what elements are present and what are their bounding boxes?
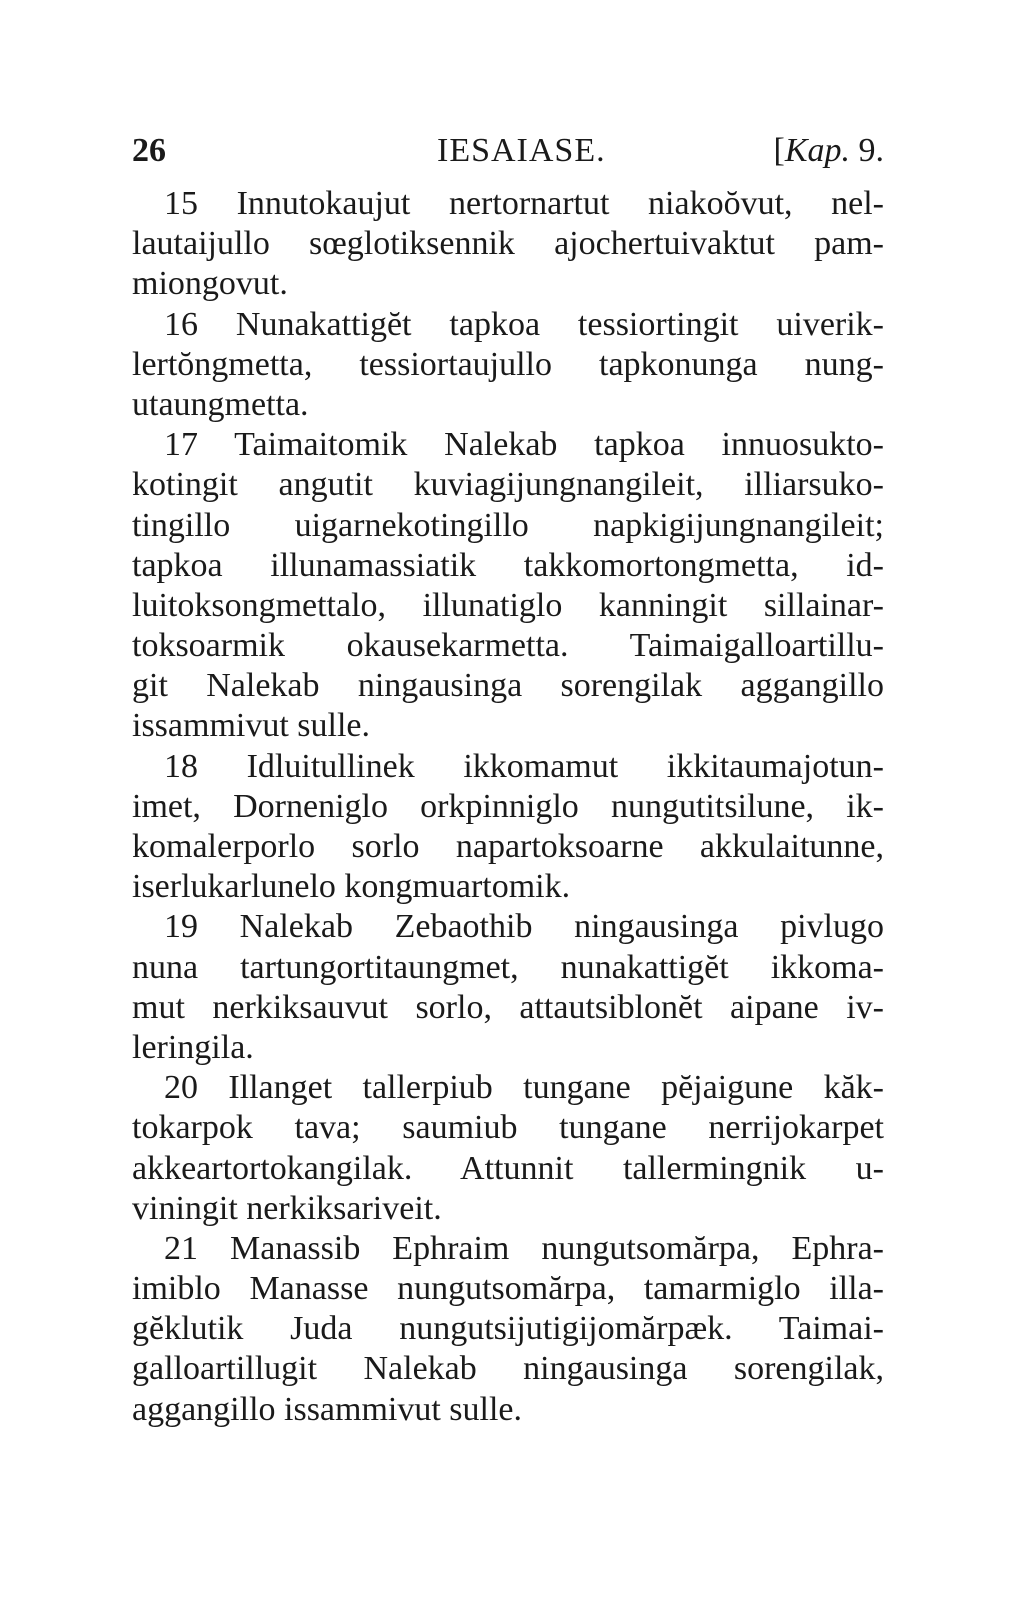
text-line-verse-19: 19 Nalekab Zebaothib ningausinga pivlugo xyxy=(164,908,884,946)
text-line-verse-15: 15 Innutokaujut nertornartut niakoŏvut, nel- xyxy=(164,185,884,222)
text-line-verse-20: 20 Illanget tallerpiub tungane pĕjaigune kăk- xyxy=(164,1069,884,1107)
text-line: tapkoa illunamassiatik takkomortongmetta, id- xyxy=(132,546,884,584)
text-line: iserlukarlunelo kongmuartomik. xyxy=(132,868,571,906)
page-header xyxy=(132,128,884,174)
chapter-kap-label: Kap. xyxy=(784,132,850,169)
text-line-verse-21: 21 Manassib Ephraim nungutsomărpa, Ephra- xyxy=(164,1229,884,1267)
text-line: tingillo uigarnekotingillo napkigijungnangileit; xyxy=(132,506,884,544)
text-line: gĕklutik Juda nungutsijutigijomărpæk. Taimai- xyxy=(132,1310,884,1348)
text-line: utaungmetta. xyxy=(132,385,309,423)
chapter-reference xyxy=(773,128,884,174)
text-line: aggangillo issammivut sulle. xyxy=(132,1390,523,1428)
text-line: viningit nerkiksariveit. xyxy=(132,1189,442,1227)
text-line-verse-17: 17 Taimaitomik Nalekab tapkoa innuosukto- xyxy=(164,426,884,464)
text-line: issammivut sulle. xyxy=(132,707,370,745)
running-title: IESAIASE. xyxy=(437,132,606,169)
text-line: git Nalekab ningausinga sorengilak aggangillo xyxy=(132,667,884,705)
text-line: komalerporlo sorlo napartoksoarne akkulaitunne, xyxy=(132,828,884,865)
text-line-verse-18: 18 Idluitullinek ikkomamut ikkitaumajotun- xyxy=(164,747,884,785)
text-line: toksoarmik okausekarmetta. Taimaigalloartillu- xyxy=(132,627,884,665)
text-line: leringila. xyxy=(132,1028,254,1066)
text-line: kotingit angutit kuviagijungnangileit, illiarsuko- xyxy=(132,466,884,504)
text-line: galloartillugit Nalekab ningausinga sorengilak, xyxy=(132,1350,884,1388)
text-line: lautaijullo sœglotiksennik ajochertuivaktut pam- xyxy=(132,225,884,263)
text-line: miongovut. xyxy=(132,265,288,303)
page-number: 26 xyxy=(132,132,166,169)
text-line-verse-16: 16 Nunakattigĕt tapkoa tessiortingit uiverik- xyxy=(164,305,884,343)
text-line: mut nerkiksauvut sorlo, attautsiblonĕt aipane iv- xyxy=(132,988,884,1026)
text-line: lertŏngmetta, tessiortaujullo tapkonunga nung- xyxy=(132,345,884,383)
text-line: nuna tartungortitaungmet, nunakattigĕt ikkoma- xyxy=(132,948,884,986)
text-line: imet, Dorneniglo orkpinniglo nungutitsilune, ik- xyxy=(132,787,884,825)
text-line: luitoksongmettalo, illunatiglo kanningit sillainar- xyxy=(132,586,884,624)
verse-text xyxy=(132,184,884,1430)
text-line: akkeartortokangilak. Attunnit tallermingnik u- xyxy=(132,1149,884,1187)
text-line: tokarpok tava; saumiub tungane nerrijokarpet xyxy=(132,1109,884,1147)
chapter-number: 9. xyxy=(850,132,884,169)
chapter-bracket: [ xyxy=(773,132,785,169)
text-line: imiblo Manasse nungutsomărpa, tamarmiglo illa- xyxy=(132,1270,884,1308)
